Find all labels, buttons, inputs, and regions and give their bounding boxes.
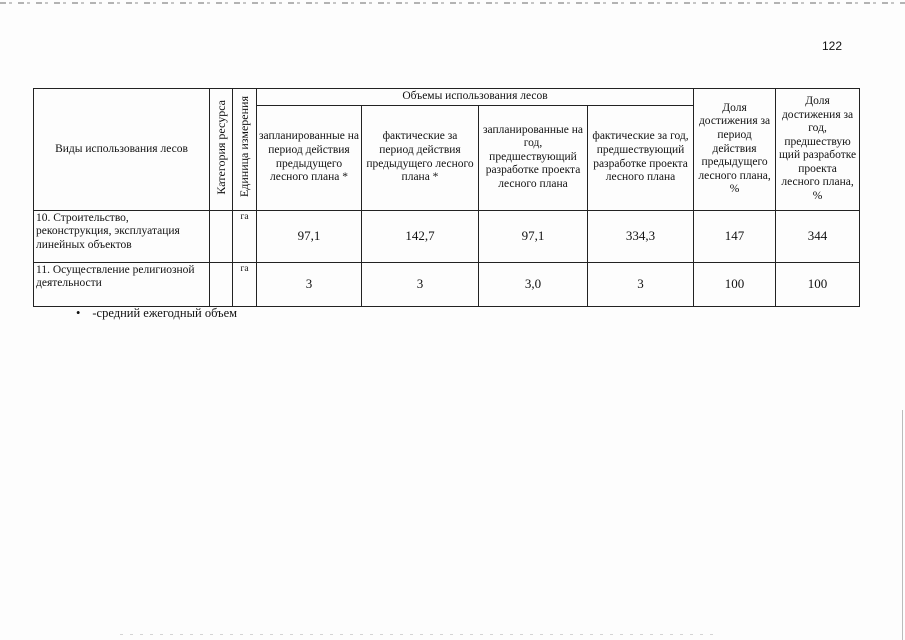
- table-row: [34, 210, 860, 262]
- header-share-period: Доля достижения за период действия предыдущего лесного плана, %: [694, 89, 776, 211]
- scan-artifact-top-line: [0, 2, 905, 4]
- row-actual-prev-year: 3: [588, 262, 694, 306]
- row-forest-use-type: 10. Строительство, реконструкция, эксплуатация линейных объектов: [34, 210, 210, 262]
- row-planned-prev-period: 3: [257, 262, 362, 306]
- header-share-year: Доля достижения за год, предшествую щий разработке проекта лесного плана, %: [776, 89, 860, 211]
- row-unit: га: [233, 210, 257, 262]
- header-planned-prev-period: запланированные на период действия предыдущего лесного плана *: [257, 105, 362, 210]
- footnote-text: -средний ежегодный объем: [92, 306, 238, 320]
- header-planned-prev-year: запланированные на год, предшествующий разработке проекта лесного плана: [479, 105, 588, 210]
- bullet-icon: •: [76, 306, 81, 320]
- header-forest-use-type: Виды использования лесов: [34, 89, 210, 211]
- row-share-year: 100: [776, 262, 860, 306]
- header-actual-prev-year: фактические за год, предшествующий разработке проекта лесного плана: [588, 105, 694, 210]
- row-share-year: 344: [776, 210, 860, 262]
- row-actual-prev-period: 142,7: [362, 210, 479, 262]
- row-actual-prev-period: 3: [362, 262, 479, 306]
- row-planned-prev-period: 97,1: [257, 210, 362, 262]
- header-unit: Единица измерения: [233, 89, 257, 211]
- page-number: 122: [822, 39, 843, 53]
- scan-artifact-right-line: [902, 410, 903, 640]
- row-unit: га: [233, 262, 257, 306]
- forest-use-table: [33, 88, 860, 307]
- row-planned-prev-year: 97,1: [479, 210, 588, 262]
- row-forest-use-type: 11. Осуществление религиозной деятельности: [34, 262, 210, 306]
- header-forest-use-volumes: Объемы использования лесов: [257, 89, 694, 106]
- header-actual-prev-period: фактические за период действия предыдущего лесного плана *: [362, 105, 479, 210]
- row-planned-prev-year: 3,0: [479, 262, 588, 306]
- row-actual-prev-year: 334,3: [588, 210, 694, 262]
- table-row: [34, 262, 860, 306]
- row-share-period: 100: [694, 262, 776, 306]
- footnote: [76, 306, 237, 321]
- row-resource-category: [210, 262, 233, 306]
- row-share-period: 147: [694, 210, 776, 262]
- scan-artifact-bottom-line: [120, 634, 720, 635]
- header-resource-category: Категория ресурса: [210, 89, 233, 211]
- row-resource-category: [210, 210, 233, 262]
